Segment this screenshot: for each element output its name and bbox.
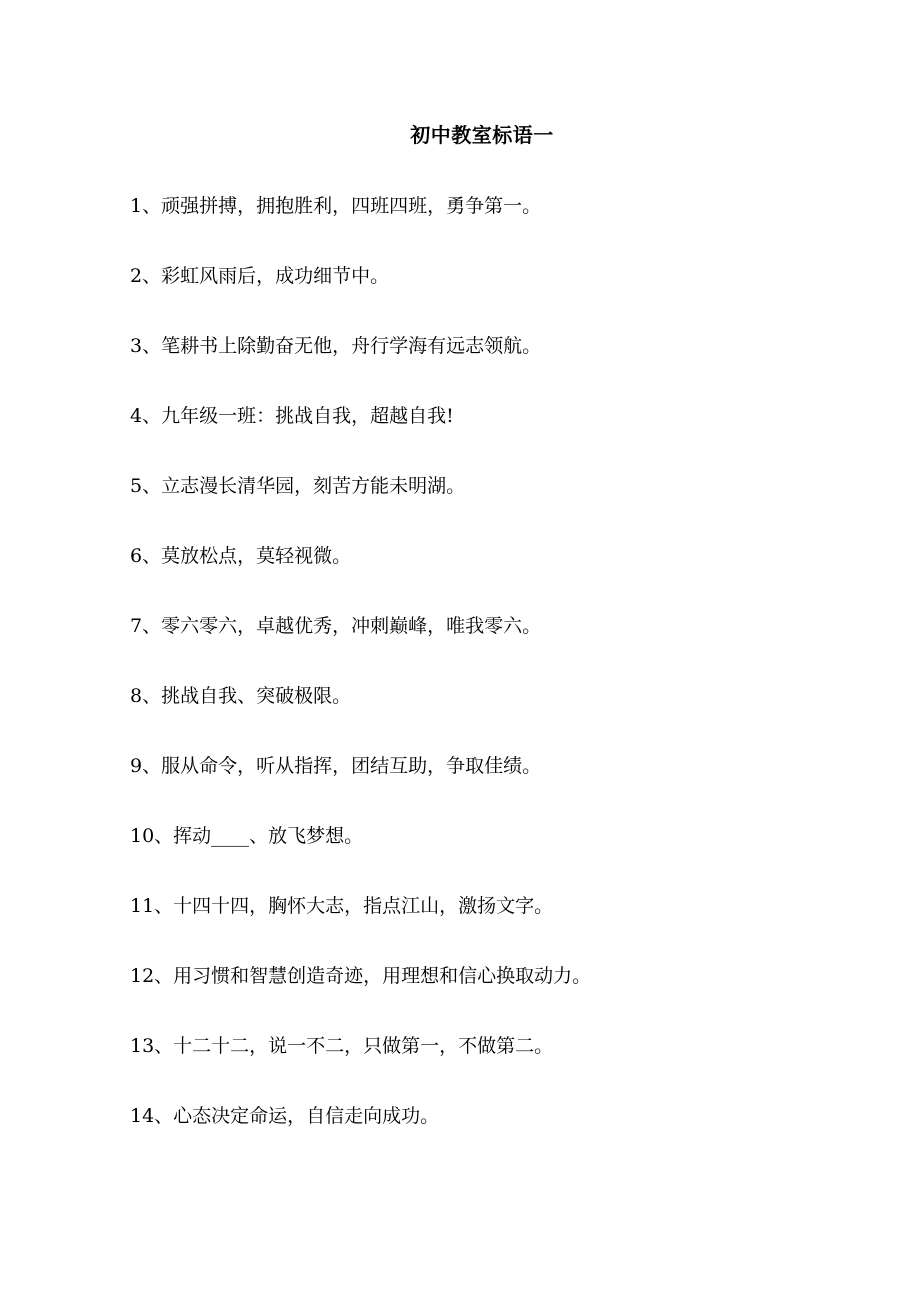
list-item: 11、十四十四，胸怀大志，指点江山，激扬文字。 xyxy=(130,895,554,917)
list-item: 6、莫放松点，莫轻视微。 xyxy=(130,545,352,567)
slogan-list xyxy=(130,191,870,1171)
list-item: 13、十二十二，说一不二，只做第一，不做第二。 xyxy=(130,1035,554,1057)
document-title: 初中教室标语一 xyxy=(410,123,554,147)
list-item: 7、零六零六，卓越优秀，冲刺巅峰，唯我零六。 xyxy=(130,615,542,637)
list-item: 9、服从命令，听从指挥，团结互助，争取佳绩。 xyxy=(130,755,542,777)
list-item: 5、立志漫长清华园，刻苦方能未明湖。 xyxy=(130,475,466,497)
list-item: 12、用习惯和智慧创造奇迹，用理想和信心换取动力。 xyxy=(130,965,592,987)
list-item: 1、顽强拼搏，拥抱胜利，四班四班，勇争第一。 xyxy=(130,195,542,217)
list-item: 8、挑战自我、突破极限。 xyxy=(130,685,352,707)
list-item: 14、心态决定命运，自信走向成功。 xyxy=(130,1105,440,1127)
list-item: 2、彩虹风雨后，成功细节中。 xyxy=(130,265,390,287)
list-item: 3、笔耕书上除勤奋无他，舟行学海有远志领航。 xyxy=(130,335,542,357)
list-item: 4、九年级一班：挑战自我，超越自我! xyxy=(130,405,454,427)
list-item: 10、挥动____、放飞梦想。 xyxy=(130,825,364,847)
